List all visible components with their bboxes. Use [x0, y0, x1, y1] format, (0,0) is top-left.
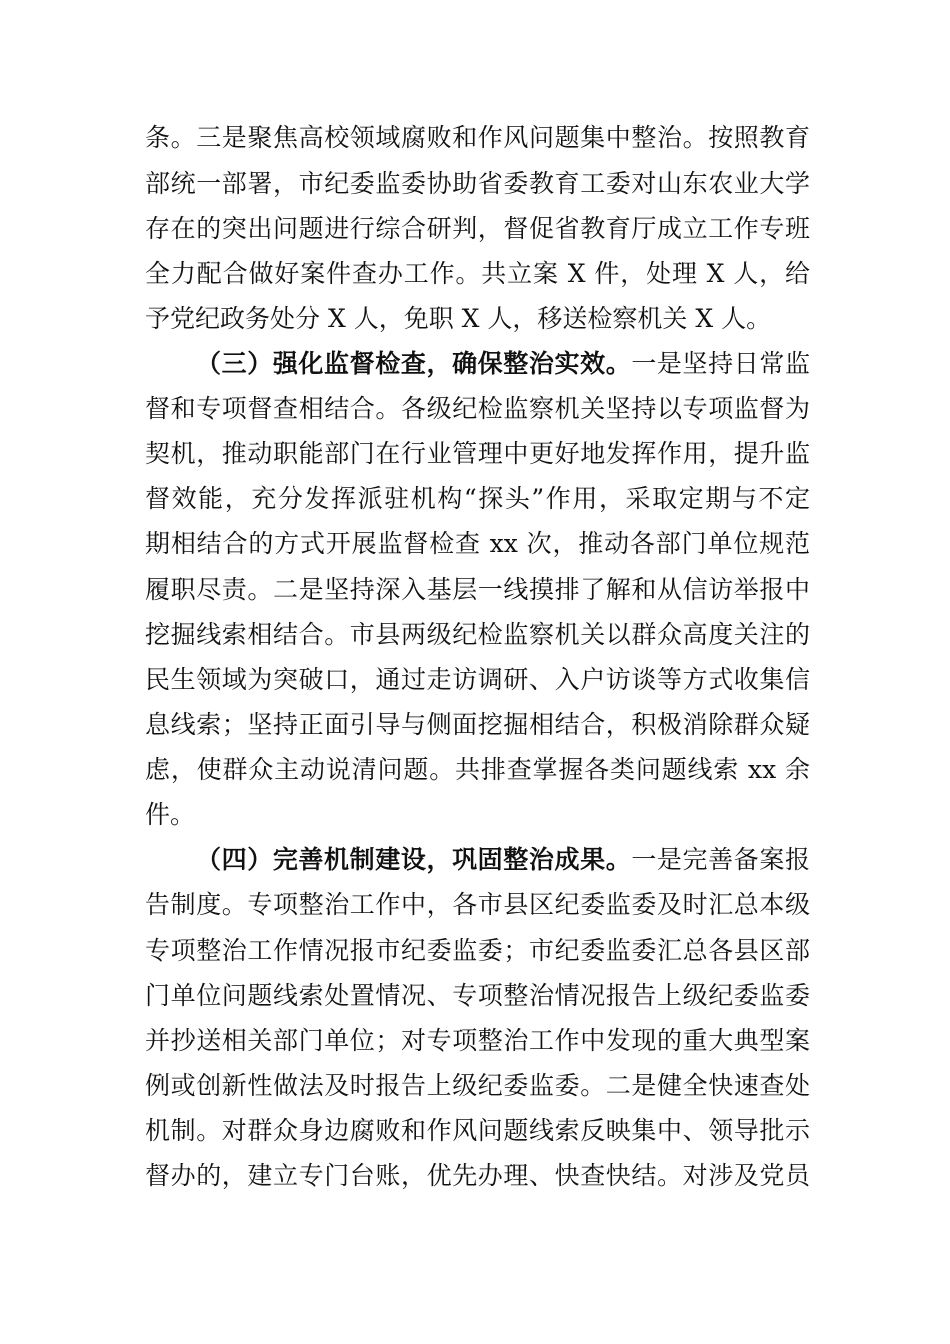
section-3-first-line [196, 348, 810, 380]
text-line: 全力配合做好案件查办工作。共立案 X 件，处理 X 人，给 [145, 259, 810, 288]
text-line: 例或创新性做法及时报告上级纪委监委。二是健全快速查处 [145, 1071, 810, 1100]
text-line: 存在的突出问题进行综合研判，督促省教育厅成立工作专班 [145, 214, 810, 243]
text-line: 门单位问题线索处置情况、专项整治情况报告上级纪委监委 [145, 981, 810, 1010]
text-line: 件。 [145, 800, 196, 829]
text-line: 挖掘线索相结合。市县两级纪检监察机关以群众高度关注的 [145, 620, 810, 649]
text-line: 民生领域为突破口，通过走访调研、入户访谈等方式收集信 [145, 665, 810, 694]
section-3-heading: （三）强化监督检查，确保整治实效。 [196, 349, 632, 378]
text-line: 机制。对群众身边腐败和作风问题线索反映集中、领导批示 [145, 1116, 810, 1145]
text-line: 专项整治工作情况报市纪委监委；市纪委监委汇总各县区部 [145, 936, 810, 965]
text-line: 条。三是聚焦高校领域腐败和作风问题集中整治。按照教育 [145, 123, 810, 152]
text-line: 督办的，建立专门台账，优先办理、快查快结。对涉及党员 [145, 1161, 810, 1190]
text-line: 部统一部署，市纪委监委协助省委教育工委对山东农业大学 [145, 169, 810, 198]
text-line: 告制度。专项整治工作中，各市县区纪委监委及时汇总本级 [145, 890, 810, 919]
text-line: 期相结合的方式开展监督检查 xx 次，推动各部门单位规范 [145, 529, 810, 558]
text-line: 督和专项督查相结合。各级纪检监察机关坚持以专项监督为 [145, 394, 810, 423]
text-line: 督效能，充分发挥派驻机构“探头”作用，采取定期与不定 [145, 484, 810, 513]
text-line: 并抄送相关部门单位；对专项整治工作中发现的重大典型案 [145, 1026, 810, 1055]
text-line: 虑，使群众主动说清问题。共排查掌握各类问题线索 xx 余 [145, 755, 810, 784]
text-line: 息线索；坚持正面引导与侧面挖掘相结合，积极消除群众疑 [145, 710, 810, 739]
section-4-first-line-text: 一是完善备案报 [631, 845, 810, 874]
text-line: 契机，推动职能部门在行业管理中更好地发挥作用，提升监 [145, 439, 810, 468]
text-line: 履职尽责。二是坚持深入基层一线摸排了解和从信访举报中 [145, 575, 810, 604]
text-line: 予党纪政务处分 X 人，免职 X 人，移送检察机关 X 人。 [145, 304, 772, 333]
section-4-first-line [196, 844, 810, 876]
section-4-heading: （四）完善机制建设，巩固整治成果。 [196, 845, 632, 874]
section-3-first-line-text: 一是坚持日常监 [631, 349, 810, 378]
